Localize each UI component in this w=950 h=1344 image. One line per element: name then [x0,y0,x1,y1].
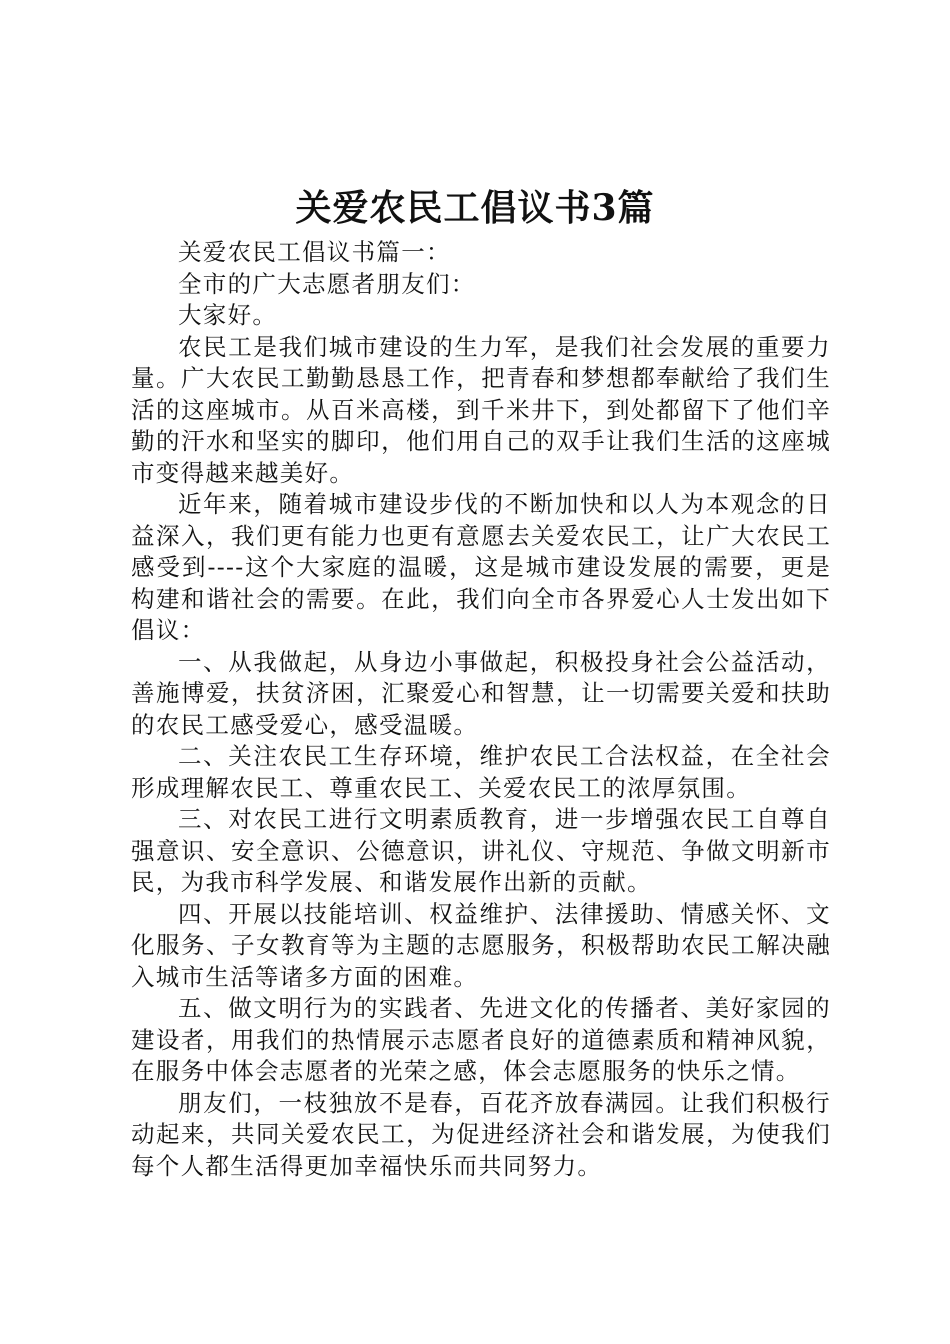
paragraph: 农民工是我们城市建设的生力军，是我们社会发展的重要力量。广大农民工勤勤恳恳工作，把青春和梦想都奉献给了我们生活的这座城市。从百米高楼，到千米井下，到处都留下了他们辛勤的汗水和坚实的脚印，他们用自己的双手让我们生活的这座城市变得越来越美好。 [131,332,831,487]
document-body [131,237,831,1182]
salutation: 全市的广大志愿者朋友们： [178,269,476,298]
proposal-item-4: 四、开展以技能培训、权益维护、法律援助、情感关怀、文化服务、子女教育等为主题的志愿服务，积极帮助农民工解决融入城市生活等诸多方面的困难。 [131,899,831,991]
proposal-item-5: 五、做文明行为的实践者、先进文化的传播者、美好家园的建设者，用我们的热情展示志愿者良好的道德素质和精神风貌，在服务中体会志愿者的光荣之感，体会志愿服务的快乐之情。 [131,994,831,1085]
proposal-item-2: 二、关注农民工生存环境，维护农民工合法权益，在全社会形成理解农民工、尊重农民工、关爱农民工的浓厚氛围。 [131,742,831,802]
proposal-item-1: 一、从我做起，从身边小事做起，积极投身社会公益活动，善施博爱，扶贫济困，汇聚爱心和智慧，让一切需要关爱和扶助的农民工感受爱心，感受温暖。 [131,647,831,739]
document-title: 关爱农民工倡议书3篇 [295,187,655,229]
greeting: 大家好。 [178,301,278,329]
proposal-item-3: 三、对农民工进行文明素质教育，进一步增强农民工自尊自强意识、安全意识、公德意识，讲礼仪、守规范、争做文明新市民，为我市科学发展、和谐发展作出新的贡献。 [131,805,831,896]
section-heading: 关爱农民工倡议书篇一： [178,238,451,266]
paragraph: 近年来，随着城市建设步伐的不断加快和以人为本观念的日益深入，我们更有能力也更有意愿去关爱农民工，让广大农民工感受到----这个大家庭的温暖，这是城市建设发展的需要，更是构建和谐社会的需要。在此，我们向全市各界爱心人士发出如下倡议： [131,490,831,644]
closing-paragraph: 朋友们，一枝独放不是春，百花齐放春满园。让我们积极行动起来，共同关爱农民工，为促进经济社会和谐发展，为使我们每个人都生活得更加幸福快乐而共同努力。 [131,1088,831,1180]
